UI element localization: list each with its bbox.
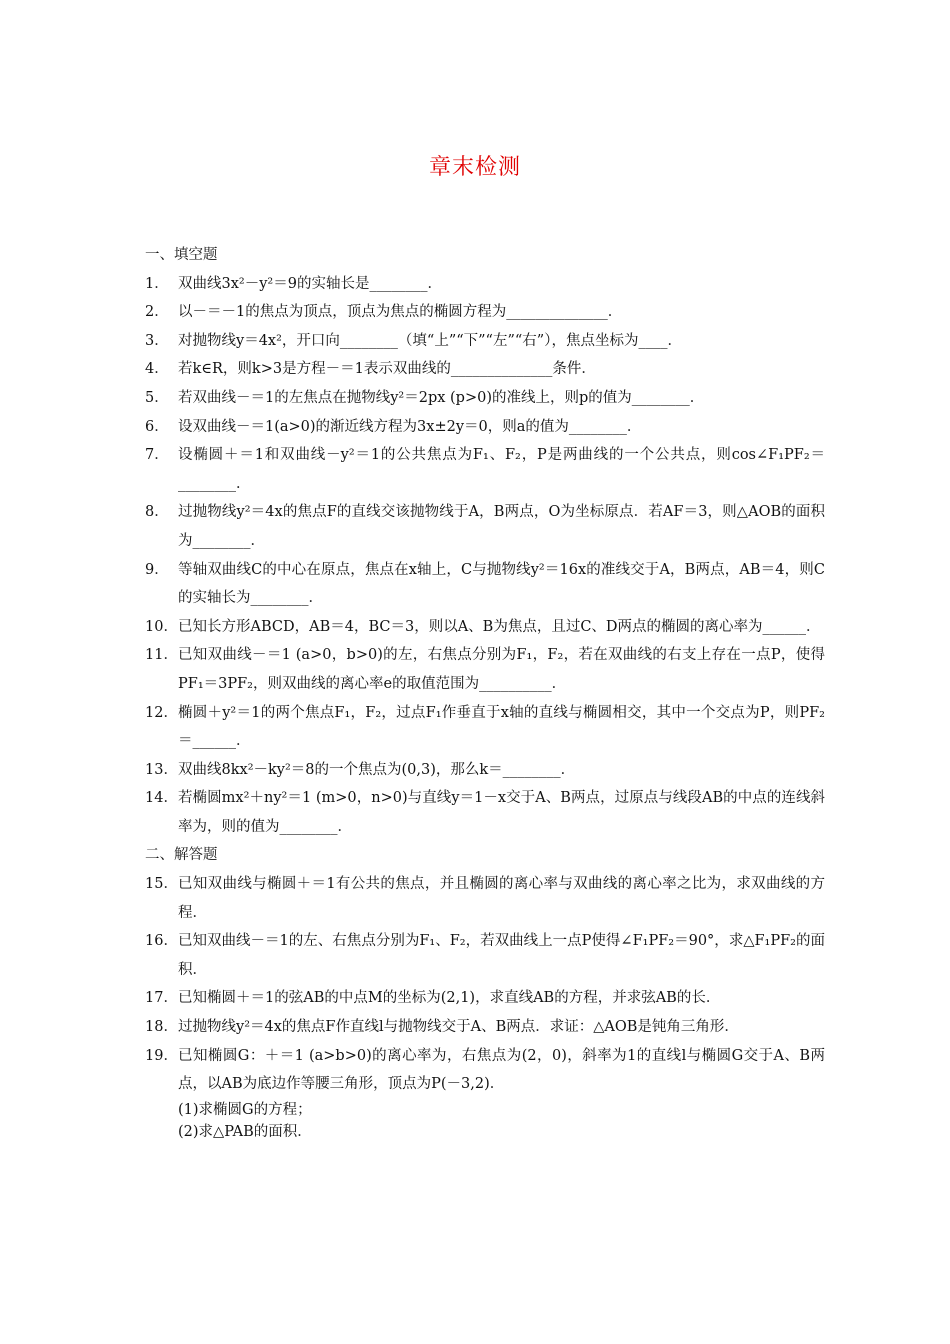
question-number: 4． [145, 361, 169, 378]
question-number: 17． [145, 990, 178, 1007]
question-number: 12． [145, 704, 178, 721]
question-text: 已知双曲线－＝1 (a>0，b>0)的左，右焦点分别为F₁，F₂，若在双曲线的右支上存在一点P，使得PF₁＝3PF₂，则双曲线的离心率e的取值范围为__________． [178, 647, 825, 692]
sub-question: (1)求椭圆G的方程； [178, 1101, 312, 1118]
question-number: 10． [145, 618, 178, 635]
question-text: 以－＝－1的焦点为顶点，顶点为焦点的椭圆方程为______________． [178, 304, 623, 321]
question-number: 5． [145, 389, 169, 406]
question-number: 3． [145, 332, 169, 349]
question-number: 11． [145, 647, 178, 664]
question-item [145, 413, 825, 442]
question-text: 已知双曲线与椭圆＋＝1有公共的焦点，并且椭圆的离心率与双曲线的离心率之比为，求双曲线的方程． [178, 876, 825, 921]
question-number: 14． [145, 790, 178, 807]
question-item [145, 641, 825, 698]
question-text: 若椭圆mx²＋ny²＝1 (m>0，n>0)与直线y＝1－x交于A、B两点，过原点与线段AB的中点的连线斜率为，则的值为________． [178, 790, 825, 835]
question-number: 15． [145, 876, 178, 893]
question-item [145, 298, 825, 327]
question-item [145, 1013, 825, 1042]
question-item [145, 870, 825, 927]
question-text: 设双曲线－＝1(a>0)的渐近线方程为3x±2y＝0，则a的值为________． [178, 418, 642, 435]
question-text: 对抛物线y＝4x²，开口向________（填“上”“下”“左”“右”），焦点坐标为____． [178, 332, 682, 349]
question-text: 过抛物线y²＝4x的焦点F的直线交该抛物线于A，B两点，O为坐标原点．若AF＝3，则△AOB的面积为________． [178, 504, 825, 549]
question-item [145, 699, 825, 756]
question-text: 双曲线8kx²－ky²＝8的一个焦点为(0,3)，那么k＝________． [178, 761, 576, 778]
question-text: 已知双曲线－＝1的左、右焦点分别为F₁、F₂，若双曲线上一点P使得∠F₁PF₂＝90°，求△F₁PF₂的面积． [178, 933, 825, 978]
question-text: 若k∈R，则k>3是方程－＝1表示双曲线的______________条件． [178, 361, 596, 378]
question-text: 设椭圆＋＝1和双曲线－y²＝1的公共焦点为F₁、F₂，P是两曲线的一个公共点，则cos∠F₁PF₂＝________． [178, 447, 825, 492]
question-number: 1． [145, 275, 169, 292]
question-item [145, 927, 825, 984]
question-item [145, 756, 825, 785]
question-text: 已知长方形ABCD，AB＝4，BC＝3，则以A、B为焦点，且过C、D两点的椭圆的离心率为______． [178, 618, 821, 635]
question-number: 8． [145, 504, 169, 521]
question-item [145, 384, 825, 413]
question-text: 过抛物线y²＝4x的焦点F作直线l与抛物线交于A、B两点．求证：△AOB是钝角三角形． [178, 1019, 739, 1036]
question-text: 已知椭圆G：＋＝1 (a>b>0)的离心率为，右焦点为(2，0)，斜率为1的直线l与椭圆G交于A、B两点，以AB为底边作等腰三角形，顶点为P(－3,2)． [178, 1047, 825, 1093]
question-number: 6． [145, 418, 169, 435]
section-fill-in-blank [145, 241, 825, 841]
question-item [145, 355, 825, 384]
question-number: 7． [145, 447, 169, 464]
question-text: 等轴双曲线C的中心在原点，焦点在x轴上，C与抛物线y²＝16x的准线交于A，B两点，AB＝4，则C的实轴长为________． [178, 561, 825, 607]
section-solution-problems [145, 841, 825, 1142]
section-heading: 一、填空题 [145, 247, 218, 263]
question-item [145, 984, 825, 1013]
question-number: 18． [145, 1019, 178, 1036]
question-item [145, 327, 825, 356]
question-number: 2． [145, 304, 169, 321]
question-text: 双曲线3x²－y²＝9的实轴长是________． [178, 275, 442, 292]
question-number: 19． [145, 1047, 178, 1064]
section-heading: 二、解答题 [145, 847, 218, 864]
question-item [145, 1042, 825, 1099]
question-text: 若双曲线－＝1的左焦点在抛物线y²＝2px (p>0)的准线上，则p的值为________． [178, 389, 705, 406]
sub-question: (2)求△PAB的面积． [178, 1123, 312, 1140]
question-number: 13． [145, 761, 178, 778]
question-number: 16． [145, 933, 178, 950]
question-item [145, 270, 825, 299]
worksheet-body [145, 241, 825, 1143]
question-text: 已知椭圆＋＝1的弦AB的中点M的坐标为(2,1)，求直线AB的方程，并求弦AB的长． [178, 990, 721, 1007]
question-item [145, 784, 825, 841]
question-item [145, 613, 825, 642]
question-item [145, 556, 825, 613]
question-item [145, 441, 825, 498]
question-item [145, 498, 825, 555]
page-title: 章末检测 [428, 155, 521, 180]
question-number: 9． [145, 561, 169, 578]
question-text: 椭圆＋y²＝1的两个焦点F₁，F₂，过点F₁作垂直于x轴的直线与椭圆相交，其中一个交点为P，则PF₂＝______． [178, 704, 825, 750]
